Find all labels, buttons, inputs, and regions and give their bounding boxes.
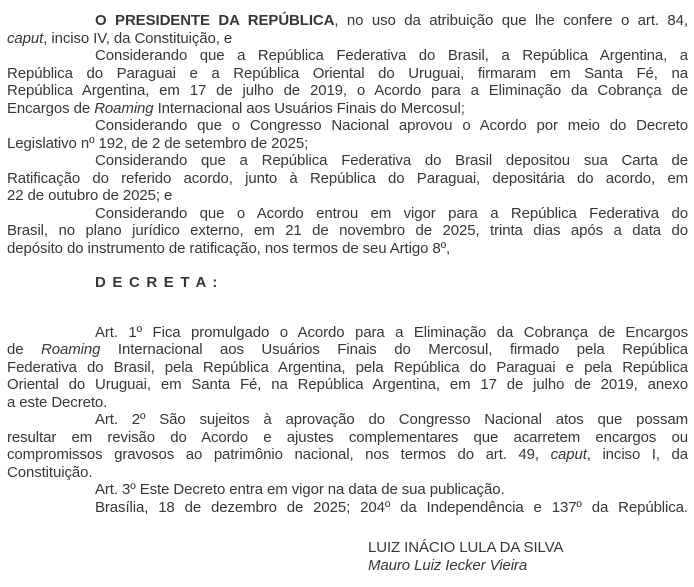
text-segment: Oriental do Uruguai, em Santa Fé, na República Argentina, em 17 de julho de 2019, anexo [7, 376, 688, 393]
decreta-heading [7, 274, 688, 292]
text-segment: Roaming [41, 341, 101, 358]
document-line [7, 12, 688, 30]
text-segment: , inciso IV, da Constituição, e [43, 29, 233, 47]
text-segment: Considerando que a República Federativa do Brasil depositou sua Carta de [95, 152, 688, 169]
text-segment: de [7, 341, 42, 358]
text-segment: O PRESIDENTE DA REPÚBLICA [95, 12, 335, 29]
document-line [7, 205, 688, 223]
document-line [7, 394, 688, 412]
text-segment: Legislativo nº 192, de 2 de setembro de 2025; [7, 134, 309, 152]
text-segment: Federativa do Brasil, pela República Argentina, pela República do Paraguai e pela República [7, 358, 688, 376]
document-line [7, 65, 688, 83]
text-segment: Art. 1º Fica promulgado o Acordo para a Eliminação da Cobrança de Encargos [95, 323, 688, 341]
document-line [7, 359, 688, 377]
document-line [7, 170, 688, 188]
text-segment: Considerando que o Congresso Nacional aprovou o Acordo por meio do Decreto [95, 117, 688, 134]
text-segment: caput [550, 446, 587, 463]
text-segment: Encargos de [7, 99, 95, 117]
text-segment: Ratificação do referido acordo, junto à República do Paraguai, depositária do acordo, em [7, 169, 688, 187]
text-segment: caput [7, 29, 44, 47]
document-line [7, 117, 688, 135]
document-line [7, 499, 688, 517]
text-segment: Art. 2º São sujeitos à aprovação do Congresso Nacional atos que possam [95, 411, 688, 428]
text-segment: Brasil, no plano jurídico externo, em 21 de novembro de 2025, trinta dias após a data do [7, 222, 688, 239]
text-segment: República Argentina, em 17 de julho de 2019, o Acordo para a Eliminação da Cobrança de [7, 82, 688, 99]
signature-minister-name: Mauro Luiz Iecker Vieira [368, 556, 528, 574]
document-line [7, 222, 688, 240]
document-line [7, 464, 688, 482]
document-line [7, 135, 688, 153]
document-line [7, 411, 688, 429]
document-line [7, 376, 688, 394]
text-segment: Considerando que a República Federativa do Brasil, a República Argentina, a [95, 47, 688, 64]
text-segment: Roaming [94, 99, 154, 117]
document-line [7, 240, 688, 258]
text-segment: a este Decreto. [7, 393, 108, 411]
document-line [7, 47, 688, 65]
signature-block [368, 539, 688, 574]
signature-president-name: LUIZ INÁCIO LULA DA SILVA [368, 539, 564, 556]
document-line [7, 429, 688, 447]
document-line [7, 481, 688, 499]
text-segment: Internacional aos Usuários Finais do Mercosul; [153, 99, 465, 117]
document-line [7, 82, 688, 100]
document-line [7, 341, 688, 359]
text-segment: República do Paraguai e a República Oriental do Uruguai, firmaram em Santa Fé, na [7, 64, 688, 82]
document-line [7, 446, 688, 464]
document-line [7, 30, 688, 48]
document-line [7, 324, 688, 342]
text-segment: , no uso da atribuição que lhe confere o art. 84, [334, 12, 688, 29]
text-segment: Art. 3º Este Decreto entra em vigor na data de sua publicação. [95, 481, 505, 498]
text-segment: Internacional aos Usuários Finais do Mercosul, firmado pela República [100, 341, 688, 358]
text-segment: resultar em revisão do Acordo e ajustes complementares que acarretem encargos ou [7, 428, 688, 446]
text-segment: compromissos gravosos ao patrimônio nacional, nos termos do art. 49, [7, 446, 551, 463]
text-segment: depósito do instrumento de ratificação, nos termos de seu Artigo 8º, [7, 239, 451, 257]
text-segment: Considerando que o Acordo entrou em vigor para a República Federativa do [95, 204, 688, 222]
text-segment: D E C R E T A : [95, 274, 219, 291]
document-line [7, 100, 688, 118]
text-segment: , inciso I, da [586, 446, 688, 463]
text-segment: Brasília, 18 de dezembro de 2025; 204º da Independência e 137º da República. [95, 498, 688, 516]
text-segment: Constituição. [7, 463, 93, 481]
document-body [7, 12, 688, 516]
document-line [7, 152, 688, 170]
document-line [7, 187, 688, 205]
text-segment: 22 de outubro de 2025; e [7, 187, 173, 204]
